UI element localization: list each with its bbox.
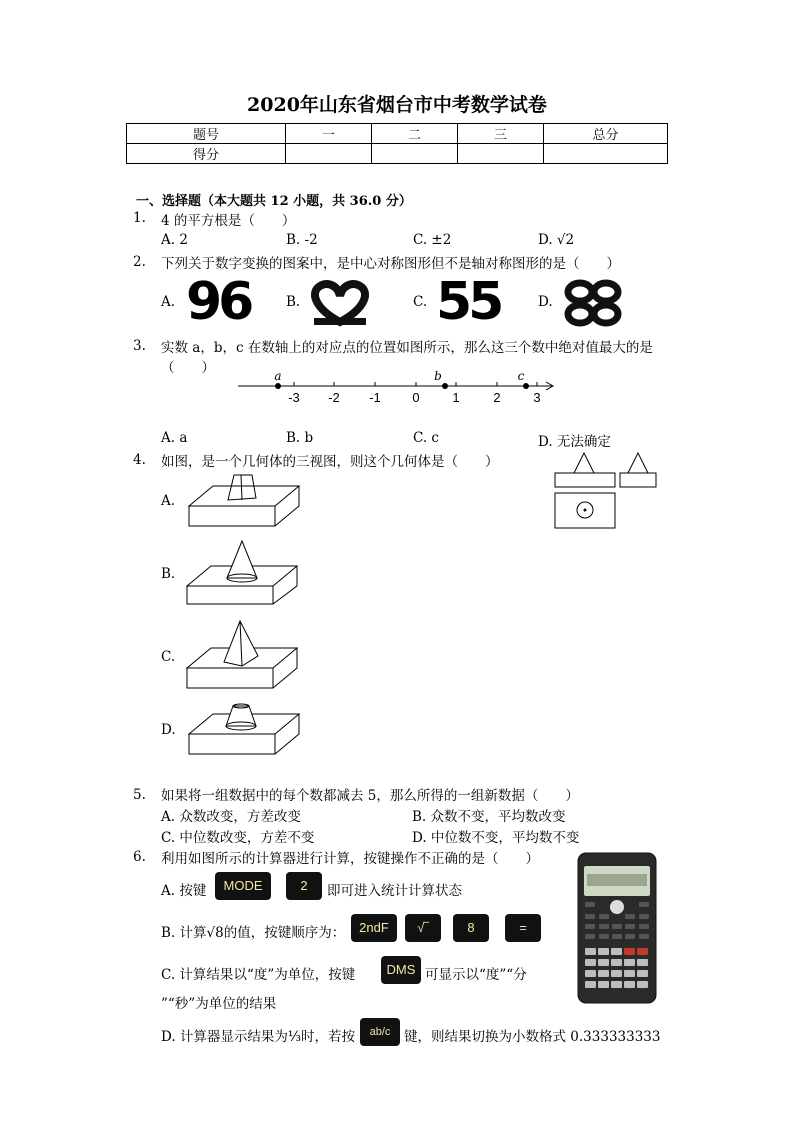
dms-key: DMS — [381, 956, 421, 984]
score-table — [126, 123, 668, 164]
option-a: A. 按键 — [161, 883, 207, 899]
question-number: 4. — [133, 452, 146, 468]
question-number: 2. — [133, 254, 146, 270]
page-title: 2020年山东省烟台市中考数学试卷 — [247, 94, 547, 116]
number-line — [230, 370, 560, 408]
option-c-text: 可显示以“度”“分 — [425, 967, 527, 983]
tick-label: 0 — [412, 390, 420, 405]
sqrt-key: √‾ — [405, 914, 441, 942]
two-key: 2 — [286, 872, 322, 900]
question-stem: 利用如图所示的计算器进行计算，按键操作不正确的是（ ） — [161, 851, 539, 867]
question-stem: 如图，是一个几何体的三视图，则这个几何体是（ ） — [161, 454, 499, 470]
solid-option-a — [186, 470, 304, 528]
tick-label: 2 — [493, 390, 501, 405]
table-cell — [286, 144, 372, 164]
option-a: A. 2 — [161, 232, 188, 248]
option-a: A. a — [161, 430, 188, 446]
tick-label: 3 — [533, 390, 541, 405]
tick-label: -2 — [328, 390, 340, 405]
fraction-key: ab/c — [360, 1018, 400, 1046]
glyph-55: 55 — [436, 272, 501, 332]
second-function-key: 2ndF — [351, 914, 397, 942]
option-d-text: 键，则结果切换为小数格式 0.333333333 — [404, 1029, 661, 1045]
table-row — [127, 144, 668, 164]
question-stem: 下列关于数字变换的图案中，是中心对称图形但不是轴对称图形的是（ ） — [161, 256, 620, 272]
question-stem: 4 的平方根是（ ） — [161, 213, 296, 229]
option-d: D. 中位数不变，平均数不变 — [412, 830, 580, 846]
point-c — [523, 383, 529, 389]
option-d: D. 计算器显示结果为⅓时，若按 — [161, 1029, 356, 1045]
solid-option-d — [186, 700, 304, 758]
option-b: B. -2 — [286, 232, 318, 248]
question-stem: 实数 a，b，c 在数轴上的对应点的位置如图所示，那么这三个数中绝对值最大的是 — [161, 340, 653, 356]
table-cell: 一 — [286, 124, 372, 144]
option-c: C. 计算结果以“度”为单位，按键 — [161, 967, 356, 983]
question-stem: 如果将一组数据中的每个数都减去 5，那么所得的一组新数据（ ） — [161, 788, 579, 804]
option-c: C. c — [413, 430, 439, 446]
question-stem-cont: （ ） — [161, 360, 215, 376]
option-b: B. — [161, 566, 176, 582]
option-c: C. ±2 — [413, 232, 452, 248]
option-c: C. — [161, 649, 176, 665]
point-label: c — [517, 370, 525, 383]
point-b — [442, 383, 448, 389]
solid-option-b — [184, 538, 302, 608]
point-label: a — [274, 370, 282, 383]
solid-option-c — [184, 618, 302, 690]
section-heading: 一、选择题（本大题共 12 小题，共 36.0 分） — [136, 194, 412, 209]
table-cell: 二 — [372, 124, 458, 144]
option-b: B. 众数不变，平均数改变 — [412, 809, 566, 825]
table-cell: 三 — [458, 124, 544, 144]
table-cell: 题号 — [127, 124, 286, 144]
equals-key: = — [505, 914, 541, 942]
table-cell — [544, 144, 668, 164]
table-cell — [372, 144, 458, 164]
tick-label: 1 — [452, 390, 460, 405]
table-cell — [458, 144, 544, 164]
option-a-text: 即可进入统计计算状态 — [327, 883, 462, 899]
question-number: 3. — [133, 338, 146, 354]
eight-key: 8 — [453, 914, 489, 942]
table-cell: 总分 — [544, 124, 668, 144]
heart-digit-figure — [308, 278, 372, 328]
mode-key: MODE — [215, 872, 271, 900]
option-d: D. — [538, 294, 553, 310]
calculator-figure — [577, 852, 657, 1004]
option-b: B. 计算√8的值，按键顺序为： — [161, 925, 346, 941]
loop-digit-figure — [562, 278, 624, 328]
option-b: B. — [286, 294, 301, 310]
tick-label: -3 — [288, 390, 300, 405]
option-d: D. — [161, 722, 176, 738]
question-number: 1. — [133, 210, 146, 226]
option-a: A. — [161, 493, 176, 509]
point-a — [275, 383, 281, 389]
table-cell: 得分 — [127, 144, 286, 164]
option-c: C. 中位数改变，方差不变 — [161, 830, 315, 846]
option-c-text-cont: ”“秒”为单位的结果 — [161, 996, 277, 1012]
option-a: A. 众数改变，方差改变 — [161, 809, 301, 825]
option-d: D. 无法确定 — [538, 434, 611, 450]
option-a: A. — [161, 294, 176, 310]
option-b: B. b — [286, 430, 314, 446]
table-row — [127, 124, 668, 144]
point-label: b — [434, 370, 442, 383]
option-c: C. — [413, 294, 428, 310]
question-number: 5. — [133, 787, 146, 803]
option-d: D. √2 — [538, 232, 575, 248]
question-number: 6. — [133, 849, 146, 865]
tick-label: -1 — [369, 390, 381, 405]
three-views-figure — [550, 448, 662, 532]
glyph-96: 96 — [186, 272, 251, 332]
